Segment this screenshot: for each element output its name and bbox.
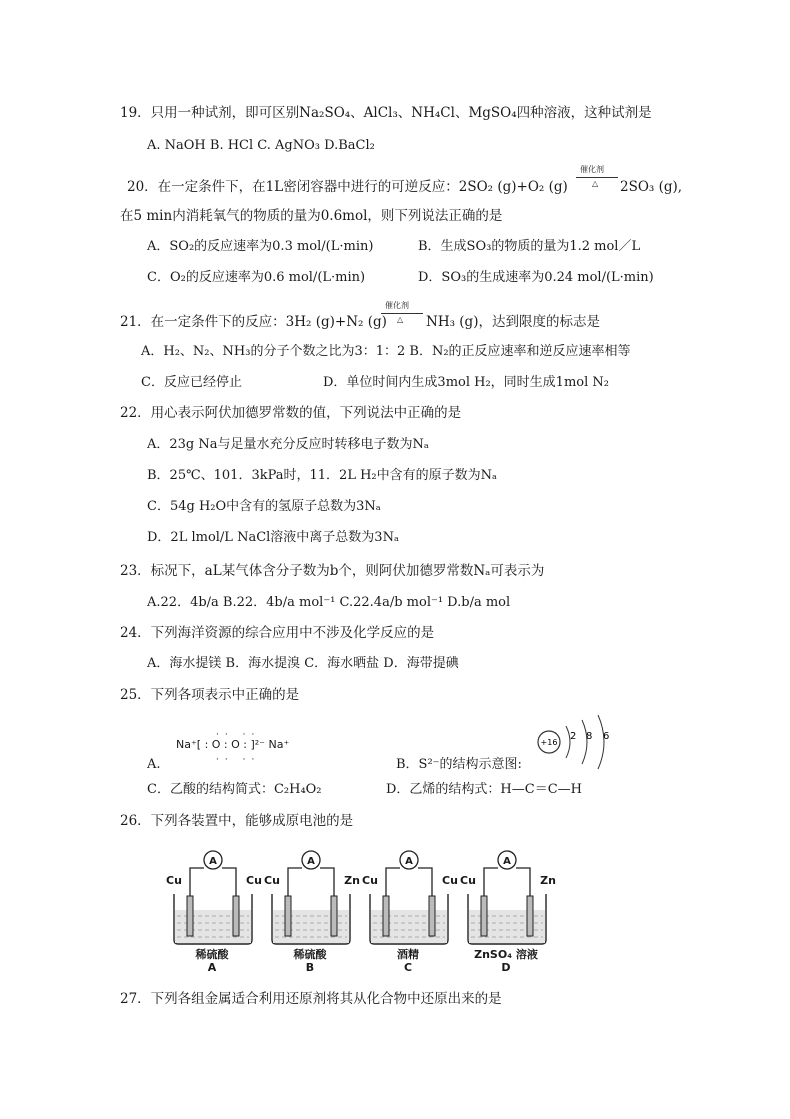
q25-opt-c: C．乙酸的结构简式：C₂H₄O₂	[147, 782, 322, 797]
shell-1-electrons: 2	[570, 731, 577, 742]
catalyst-label: 催化剂	[580, 165, 604, 174]
solution-label: 酒精	[397, 948, 419, 961]
electrode-left	[285, 896, 291, 936]
solution-liquid	[175, 910, 251, 943]
q20-opt-c: C．O₂的反应速率为0.6 mol/(L·min)	[147, 270, 366, 285]
electron-dots: ·· ··	[216, 755, 261, 765]
ammeter-label: A	[405, 856, 413, 867]
q21-stem-a: 21．在一定条件下的反应：3H₂ (g)+N₂ (g)	[120, 314, 387, 330]
wire	[386, 868, 400, 898]
q23-stem: 23．标况下，aL某气体含分子数为b个，则阿伏加德罗常数Nₐ可表示为	[120, 563, 545, 579]
sulfide-ion-structure-diagram	[530, 712, 620, 772]
q19-options: A. NaOH B. HCl C. AgNO₃ D.BaCl₂	[147, 138, 375, 153]
electrode-left	[187, 896, 193, 936]
electrode-right	[429, 896, 435, 936]
solution-label: 稀硫酸	[195, 948, 229, 961]
ammeter-label: A	[209, 856, 217, 867]
nucleus-label: +16	[540, 738, 558, 747]
q22-opt-b: B．25℃、101．3kPa时，11．2L H₂中含有的原子数为Nₐ	[147, 468, 498, 483]
ammeter-label: A	[503, 856, 511, 867]
solution-label: 稀硫酸	[293, 948, 327, 961]
electrode-right	[331, 896, 337, 936]
q21-opt-c: C．反应已经停止	[141, 375, 242, 390]
catalyst-arrow-icon: 催化剂 △	[576, 166, 618, 192]
q21-opt-ab: A．H₂、N₂、NH₃的分子个数之比为3：1：2 B．N₂的正反应速率和逆反应速率相等	[141, 344, 631, 359]
solution-liquid	[469, 910, 545, 943]
apparatus-label: B	[305, 961, 315, 974]
wire	[190, 868, 204, 898]
wire	[484, 868, 498, 898]
peroxide-electron-formula: Na⁺[ : O : O : ]²⁻ Na⁺	[176, 738, 290, 751]
wire	[418, 868, 432, 898]
q20-opt-b: B．生成SO₃的物质的量为1.2 mol／L	[418, 239, 641, 254]
galvanic-cell-apparatus-figure	[150, 838, 556, 974]
electrode-left	[481, 896, 487, 936]
wire	[320, 868, 334, 898]
shell-2-electrons: 8	[586, 731, 593, 742]
q20-opt-d: D．SO₃的生成速率为0.24 mol/(L·min)	[418, 270, 654, 285]
q25-opt-d: D．乙烯的结构式：H—C＝C—H	[386, 782, 582, 797]
solution-liquid	[371, 910, 447, 943]
electrode-right-label: Cu	[442, 874, 458, 887]
q20-stem-c: 在5 min内消耗氧气的物质的量为0.6mol，则下列说法正确的是	[120, 208, 503, 224]
q20-stem-a: 20．在一定条件下，在1L密闭容器中进行的可逆反应：2SO₂ (g)+O₂ (g)	[127, 179, 568, 195]
q25-stem: 25．下列各项表示中正确的是	[120, 687, 300, 703]
q22-opt-d: D．2L lmol/L NaCl溶液中离子总数为3Nₐ	[147, 530, 399, 545]
q20-stem-b: 2SO₃ (g),	[620, 179, 683, 195]
shell-3-electrons: 6	[603, 731, 610, 742]
electrode-left	[383, 896, 389, 936]
apparatus-label: A	[207, 961, 217, 974]
q26-stem: 26．下列各装置中，能够成原电池的是	[120, 813, 354, 829]
electrode-right	[527, 896, 533, 936]
q21-stem-b: NH₃ (g)，达到限度的标志是	[426, 314, 600, 330]
q20-opt-a: A．SO₂的反应速率为0.3 mol/(L·min)	[147, 239, 374, 254]
electrode-right-label: Zn	[540, 874, 556, 887]
catalyst-label: 催化剂	[385, 301, 409, 310]
catalyst-arrow-icon: 催化剂 △	[381, 302, 423, 328]
solution-liquid	[273, 910, 349, 943]
electrode-right-label: Zn	[344, 874, 360, 887]
apparatus-label: D	[501, 961, 511, 974]
q25-opt-b: B．S²⁻的结构示意图:	[396, 757, 522, 772]
q22-stem: 22．用心表示阿伏加德罗常数的值，下列说法中正确的是	[120, 405, 462, 421]
wire	[288, 868, 302, 898]
q24-options: A．海水提镁 B．海水提溴 C．海水晒盐 D．海带提碘	[147, 656, 459, 671]
q24-stem: 24．下列海洋资源的综合应用中不涉及化学反应的是	[120, 625, 435, 641]
electrode-left-label: Cu	[166, 874, 182, 887]
electrode-left-label: Cu	[264, 874, 280, 887]
electron-dots: ·· ··	[216, 730, 261, 740]
wire	[516, 868, 530, 898]
q22-opt-c: C．54g H₂O中含有的氢原子总数为3Nₐ	[147, 499, 381, 514]
q21-opt-d: D．单位时间内生成3mol H₂，同时生成1mol N₂	[323, 375, 609, 390]
q23-options: A.22．4b/a B.22．4b/a mol⁻¹ C.22.4a/b mol⁻¹ D.b/a mol	[147, 595, 511, 610]
wire	[222, 868, 236, 898]
electrode-right	[233, 896, 239, 936]
q22-opt-a: A．23g Na与足量水充分反应时转移电子数为Nₐ	[147, 437, 429, 452]
electrode-right-label: Cu	[246, 874, 262, 887]
electrode-left-label: Cu	[362, 874, 378, 887]
solution-label: ZnSO₄ 溶液	[474, 948, 538, 961]
q19-stem: 19．只用一种试剂，即可区别Na₂SO₄、AlCl₃、NH₄Cl、MgSO₄四种溶液，这种试剂是	[120, 105, 652, 121]
apparatus-label: C	[403, 961, 413, 974]
electrode-left-label: Cu	[460, 874, 476, 887]
ammeter-label: A	[307, 856, 315, 867]
q27-stem: 27．下列各组金属适合利用还原剂将其从化合物中还原出来的是	[120, 991, 502, 1007]
q25-opt-a-label: A.	[147, 757, 161, 772]
